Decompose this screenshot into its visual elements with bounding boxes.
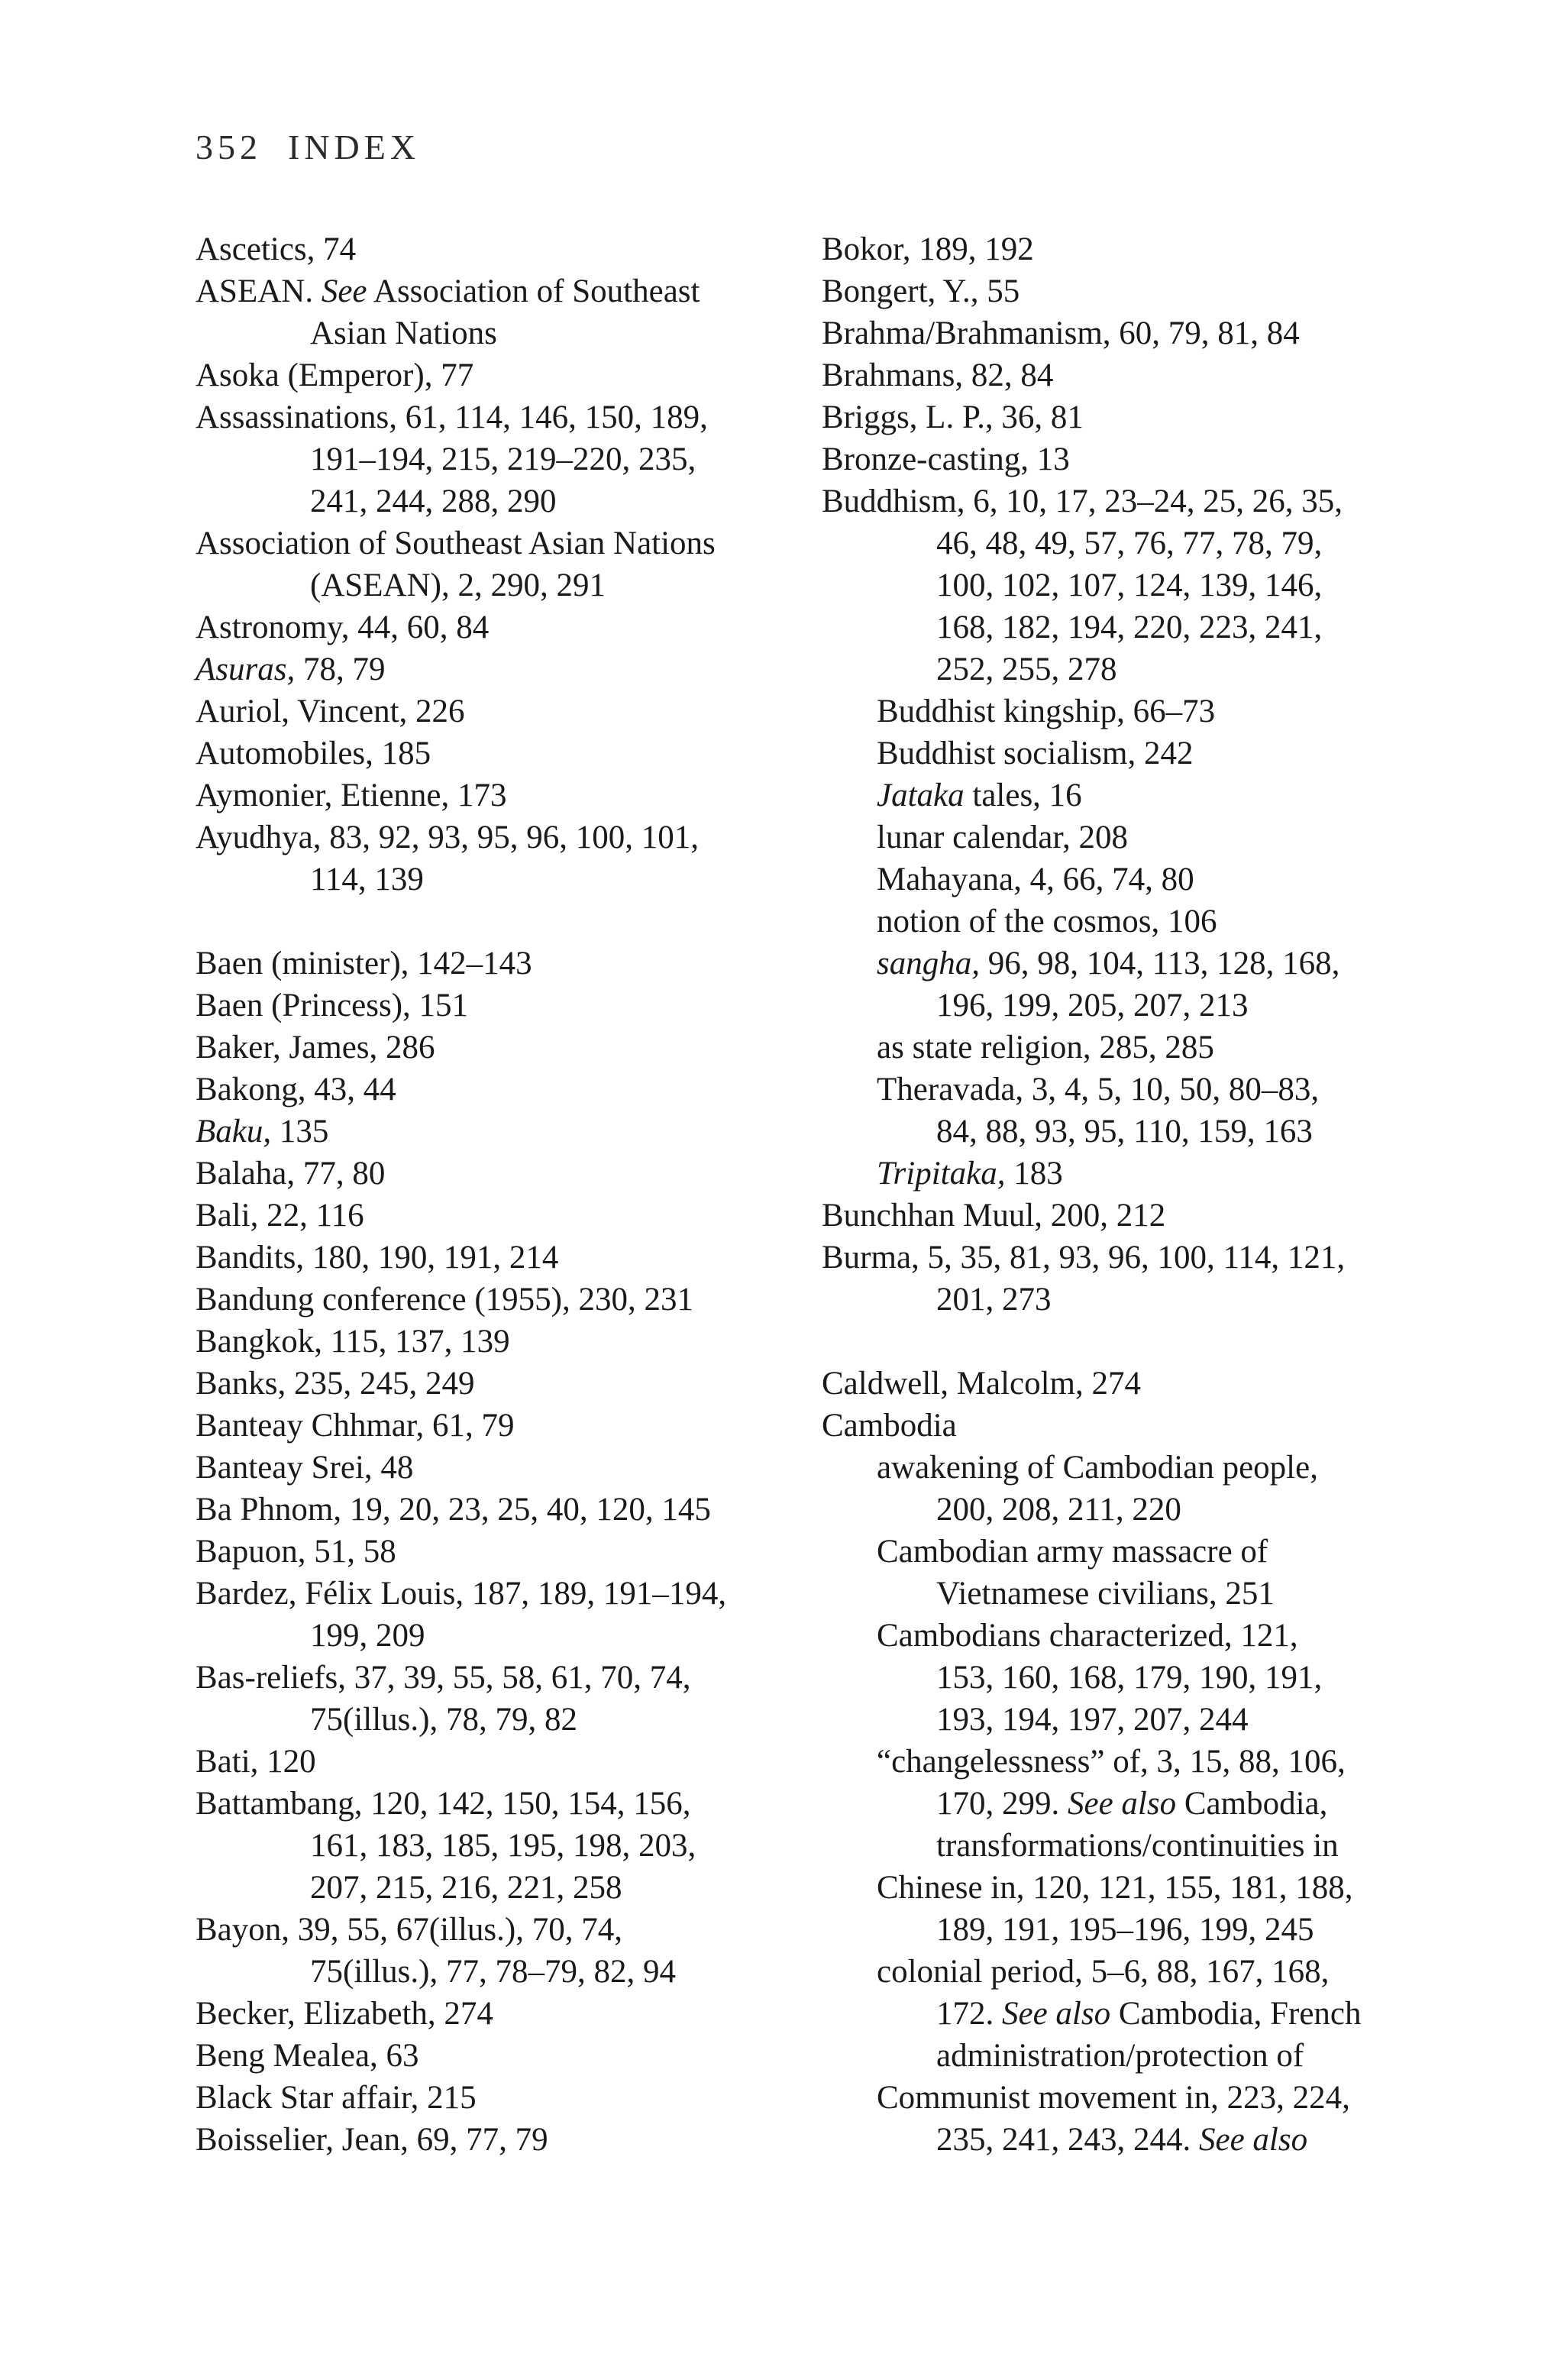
index-entry-line: Vietnamese civilians, 251	[936, 1576, 1275, 1612]
index-subentry	[822, 774, 1417, 817]
index-entry-line: 172. See also Cambodia, French	[936, 1996, 1362, 2032]
index-entry-line: Tripitaka, 183	[877, 1156, 1063, 1192]
italic-text: Jataka	[877, 778, 965, 813]
index-entry-line: Cambodia	[822, 1408, 957, 1444]
index-entry-line: Baker, James, 286	[196, 1030, 435, 1066]
header-title: INDEX	[288, 128, 421, 167]
index-entry	[196, 1657, 799, 1741]
index-entry-line: Brahma/Brahmanism, 60, 79, 81, 84	[822, 315, 1300, 351]
index-entry	[196, 1531, 799, 1573]
index-entry-line: Black Star affair, 215	[196, 2080, 477, 2116]
index-subentry	[822, 1027, 1417, 1069]
index-entry-line: Burma, 5, 35, 81, 93, 96, 100, 114, 121,	[822, 1240, 1346, 1276]
index-entry	[822, 1237, 1417, 1321]
index-entry	[196, 1321, 799, 1363]
index-entry	[822, 1195, 1417, 1237]
index-entry-line: Ascetics, 74	[196, 231, 357, 267]
index-entry	[196, 1489, 799, 1531]
index-entry-line: Bandung conference (1955), 230, 231	[196, 1282, 693, 1318]
index-subentry	[822, 859, 1417, 901]
index-entry-line: Buddhist kingship, 66–73	[877, 694, 1216, 729]
index-entry	[196, 2077, 799, 2119]
index-entry-line: Baen (Princess), 151	[196, 988, 469, 1023]
running-header	[196, 127, 420, 167]
index-entry	[196, 354, 799, 396]
index-entry-line: 100, 102, 107, 124, 139, 146,	[936, 568, 1323, 603]
index-entry-line: 207, 215, 216, 221, 258	[310, 1870, 622, 1906]
italic-text: Baku,	[196, 1114, 272, 1150]
index-entry-line: Bapuon, 51, 58	[196, 1534, 396, 1570]
index-entry-line: Association of Southeast Asian Nations	[196, 525, 716, 561]
index-entry	[822, 312, 1417, 354]
index-entry	[822, 438, 1417, 480]
index-entry-line: notion of the cosmos, 106	[877, 904, 1217, 939]
index-subentry	[822, 1447, 1417, 1531]
index-entry-line: 153, 160, 168, 179, 190, 191,	[936, 1660, 1323, 1696]
index-entry-line: 161, 183, 185, 195, 198, 203,	[310, 1828, 696, 1864]
index-entry	[196, 1783, 799, 1909]
index-subentry	[822, 817, 1417, 859]
index-entry-line: Battambang, 120, 142, 150, 154, 156,	[196, 1786, 691, 1822]
index-entry	[196, 1279, 799, 1321]
index-entry-line: Cambodian army massacre of	[877, 1534, 1268, 1570]
index-entry	[822, 270, 1417, 312]
page-number: 352	[196, 128, 262, 167]
index-entry-line: administration/protection of	[936, 2038, 1304, 2074]
letter-section-gap	[822, 1321, 1417, 1363]
index-entry-line: Bangkok, 115, 137, 139	[196, 1324, 510, 1360]
index-entry-line: Bunchhan Muul, 200, 212	[822, 1198, 1166, 1234]
index-subentry	[822, 1153, 1417, 1195]
index-entry-line: Bas-reliefs, 37, 39, 55, 58, 61, 70, 74,	[196, 1660, 691, 1696]
index-entry-line: Automobiles, 185	[196, 736, 431, 771]
index-entry-line: Bongert, Y., 55	[822, 273, 1020, 309]
index-entry	[196, 1573, 799, 1657]
index-entry-line: Auriol, Vincent, 226	[196, 694, 465, 729]
index-entry-line: Cambodians characterized, 121,	[877, 1618, 1298, 1654]
index-entry	[196, 2035, 799, 2077]
index-entry-line: Aymonier, Etienne, 173	[196, 778, 507, 813]
index-entry-line: Banteay Chhmar, 61, 79	[196, 1408, 515, 1444]
index-subentry	[822, 732, 1417, 774]
index-entry-line: 196, 199, 205, 207, 213	[936, 988, 1249, 1023]
index-entry-line: ASEAN. See Association of Southeast	[196, 273, 700, 309]
index-entry	[196, 1111, 799, 1153]
italic-text: sangha,	[877, 946, 980, 981]
index-entry-line: 75(illus.), 77, 78–79, 82, 94	[310, 1954, 676, 1990]
index-entry-line: 193, 194, 197, 207, 244	[936, 1702, 1249, 1738]
index-entry	[196, 648, 799, 690]
index-entry-line: Astronomy, 44, 60, 84	[196, 610, 490, 645]
index-entry	[196, 270, 799, 354]
index-entry	[196, 1363, 799, 1405]
index-entry	[196, 2119, 799, 2161]
index-entry	[196, 1195, 799, 1237]
index-entry-line: 189, 191, 195–196, 199, 245	[936, 1912, 1314, 1948]
index-entry-line: Asian Nations	[310, 315, 497, 351]
index-entry	[822, 480, 1417, 690]
index-entry-line: awakening of Cambodian people,	[877, 1450, 1318, 1486]
index-entry	[196, 732, 799, 774]
index-entry-line: sangha, 96, 98, 104, 113, 128, 168,	[877, 946, 1340, 981]
index-entry	[822, 228, 1417, 270]
index-entry-line: Asuras, 78, 79	[196, 652, 386, 687]
index-subentry	[822, 901, 1417, 943]
index-subentry	[822, 1615, 1417, 1741]
italic-text: Tripitaka,	[877, 1156, 1006, 1192]
index-entry	[196, 1405, 799, 1447]
index-entry-line: transformations/continuities in	[936, 1828, 1339, 1864]
index-entry	[196, 1909, 799, 1993]
index-entry	[196, 396, 799, 522]
index-entry-line: Banks, 235, 245, 249	[196, 1366, 475, 1402]
index-entry-line: 252, 255, 278	[936, 652, 1117, 687]
index-entry-line: Bayon, 39, 55, 67(illus.), 70, 74,	[196, 1912, 622, 1948]
index-entry-line: Asoka (Emperor), 77	[196, 357, 474, 393]
index-entry	[196, 943, 799, 985]
index-entry-line: Banteay Srei, 48	[196, 1450, 414, 1486]
index-entry	[196, 1069, 799, 1111]
index-entry	[196, 817, 799, 901]
index-entry-line: Communist movement in, 223, 224,	[877, 2080, 1350, 2116]
index-entry	[822, 396, 1417, 438]
index-entry-line: Boisselier, Jean, 69, 77, 79	[196, 2122, 548, 2158]
index-entry-line: Caldwell, Malcolm, 274	[822, 1366, 1141, 1402]
index-entry-line: Bati, 120	[196, 1744, 316, 1780]
index-entry-line: Becker, Elizabeth, 274	[196, 1996, 493, 2032]
index-entry-line: Baen (minister), 142–143	[196, 946, 532, 981]
italic-text: See	[321, 273, 367, 309]
index-entry-line: 46, 48, 49, 57, 76, 77, 78, 79,	[936, 525, 1323, 561]
italic-text: See also	[1199, 2122, 1308, 2158]
index-entry-line: Balaha, 77, 80	[196, 1156, 386, 1192]
index-entry-line: Buddhist socialism, 242	[877, 736, 1194, 771]
italic-text: See also	[1068, 1786, 1177, 1822]
index-entry-line: 200, 208, 211, 220	[936, 1492, 1181, 1528]
index-entry	[196, 1447, 799, 1489]
index-subentry	[822, 1741, 1417, 1867]
index-entry-line: 75(illus.), 78, 79, 82	[310, 1702, 577, 1738]
index-entry	[196, 606, 799, 648]
index-entry-line: as state religion, 285, 285	[877, 1030, 1214, 1066]
index-subentry	[822, 1069, 1417, 1153]
index-entry-line: Buddhism, 6, 10, 17, 23–24, 25, 26, 35,	[822, 483, 1343, 519]
index-column-right	[822, 228, 1417, 2161]
index-entry-line: 241, 244, 288, 290	[310, 483, 557, 519]
index-entry-line: lunar calendar, 208	[877, 820, 1128, 855]
index-subentry	[822, 943, 1417, 1027]
index-entry	[196, 985, 799, 1027]
index-entry-line: Beng Mealea, 63	[196, 2038, 419, 2074]
index-entry	[196, 690, 799, 732]
index-entry-line: Bronze-casting, 13	[822, 441, 1070, 477]
index-entry-line: Jataka tales, 16	[877, 778, 1082, 813]
index-entry	[822, 1363, 1417, 1405]
index-entry	[196, 1027, 799, 1069]
index-entry-line: 199, 209	[310, 1618, 425, 1654]
index-entry-line: Bali, 22, 116	[196, 1198, 364, 1234]
index-entry-line: 201, 273	[936, 1282, 1052, 1318]
index-subentry	[822, 690, 1417, 732]
index-entry-line: Brahmans, 82, 84	[822, 357, 1054, 393]
index-entry-line: Mahayana, 4, 66, 74, 80	[877, 862, 1194, 897]
index-entry-line: Bokor, 189, 192	[822, 231, 1034, 267]
index-column-left	[196, 228, 799, 2161]
index-entry	[196, 1741, 799, 1783]
letter-section-gap	[196, 901, 799, 943]
index-entry	[822, 354, 1417, 396]
index-entry	[196, 1237, 799, 1279]
index-subentry	[822, 2077, 1417, 2161]
index-entry-line: Baku, 135	[196, 1114, 329, 1150]
index-entry-line: Theravada, 3, 4, 5, 10, 50, 80–83,	[877, 1072, 1320, 1108]
index-entry	[196, 522, 799, 606]
index-entry-line: Bandits, 180, 190, 191, 214	[196, 1240, 559, 1276]
index-entry-line: 235, 241, 243, 244. See also	[936, 2122, 1308, 2158]
index-subentry	[822, 1531, 1417, 1615]
index-entry-line: Ayudhya, 83, 92, 93, 95, 96, 100, 101,	[196, 820, 699, 855]
index-entry-line: Assassinations, 61, 114, 146, 150, 189,	[196, 399, 708, 435]
index-entry-line: (ASEAN), 2, 290, 291	[310, 568, 606, 603]
index-entry	[196, 1993, 799, 2035]
index-entry-line: colonial period, 5–6, 88, 167, 168,	[877, 1954, 1330, 1990]
italic-text: Asuras,	[196, 652, 296, 687]
index-entry-line: 168, 182, 194, 220, 223, 241,	[936, 610, 1323, 645]
index-entry	[196, 228, 799, 270]
index-entry-line: Ba Phnom, 19, 20, 23, 25, 40, 120, 145	[196, 1492, 711, 1528]
index-entry-line: Bakong, 43, 44	[196, 1072, 396, 1108]
index-entry-line: 114, 139	[310, 862, 424, 897]
index-entry-line: Briggs, L. P., 36, 81	[822, 399, 1084, 435]
index-entry	[822, 1405, 1417, 1447]
index-entry	[196, 774, 799, 817]
index-entry-line: Chinese in, 120, 121, 155, 181, 188,	[877, 1870, 1353, 1906]
index-entry-line: 84, 88, 93, 95, 110, 159, 163	[936, 1114, 1313, 1150]
index-entry	[196, 1153, 799, 1195]
index-subentry	[822, 1951, 1417, 2077]
index-entry-line: “changelessness” of, 3, 15, 88, 106,	[877, 1744, 1346, 1780]
italic-text: See also	[1002, 1996, 1111, 2032]
index-entry-line: 191–194, 215, 219–220, 235,	[310, 441, 696, 477]
index-entry-line: 170, 299. See also Cambodia,	[936, 1786, 1328, 1822]
index-subentry	[822, 1867, 1417, 1951]
index-entry-line: Bardez, Félix Louis, 187, 189, 191–194,	[196, 1576, 727, 1612]
